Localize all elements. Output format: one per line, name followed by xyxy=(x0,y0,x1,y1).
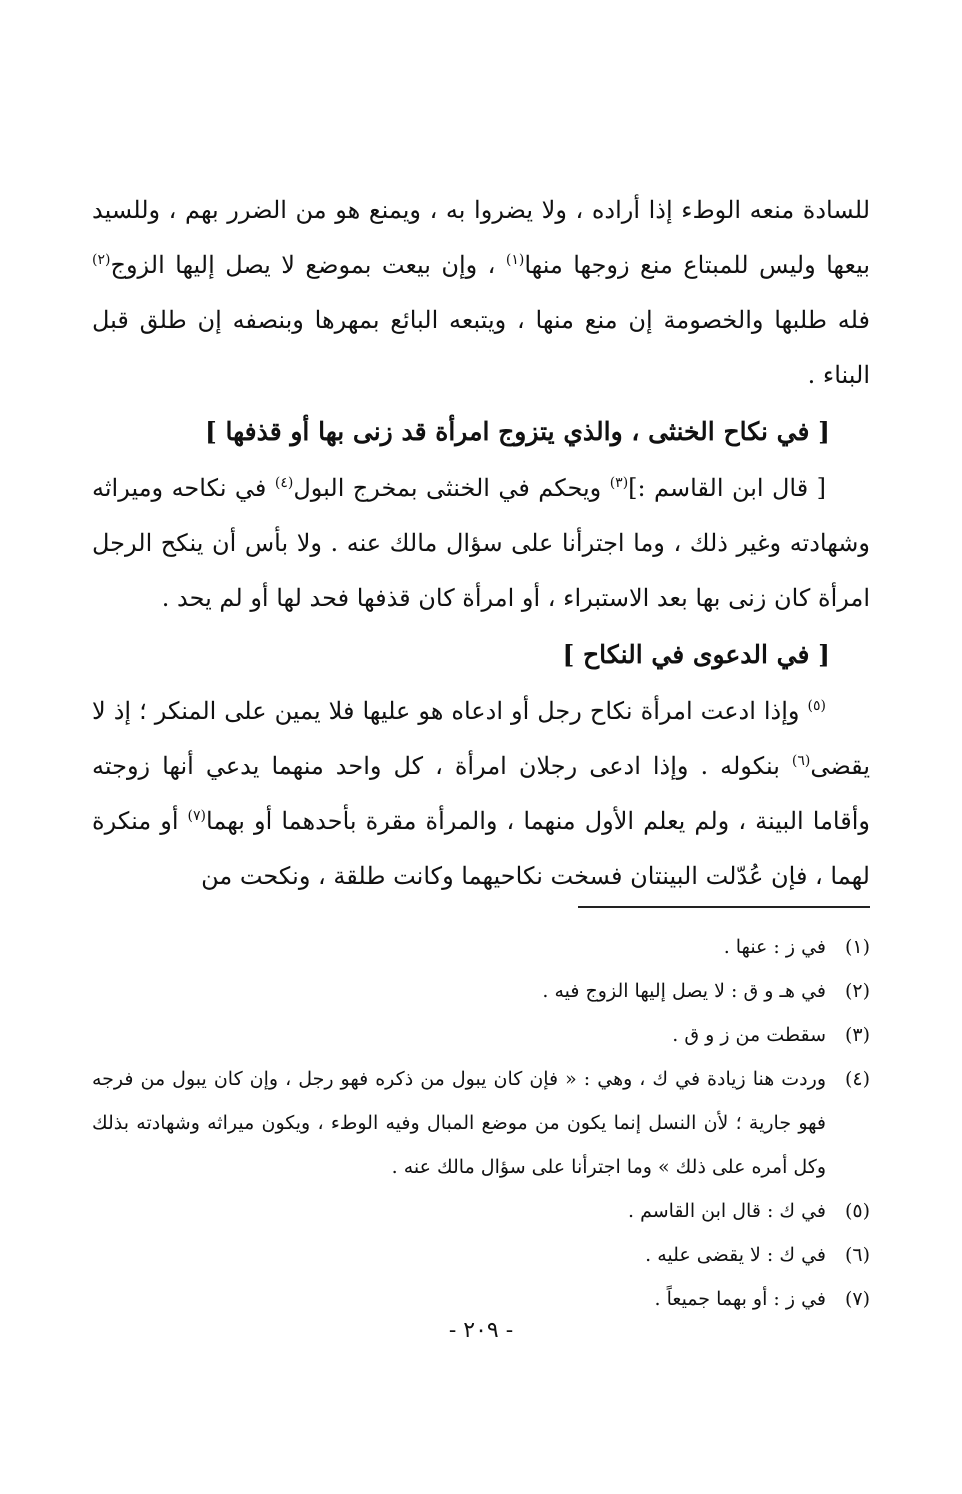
footnote-ref: (٣) xyxy=(609,475,629,491)
footnote-ref: (٦) xyxy=(791,753,811,769)
footnote-item xyxy=(92,1189,870,1233)
footnote-ref: (٤) xyxy=(274,475,294,491)
footnote-number: (٤) xyxy=(844,1068,870,1090)
section-heading: [ في الدعوى في النكاح ] xyxy=(562,640,830,669)
paragraph-text: فله طلبها والخصومة إن منع منها ، ويتبعه البائع بمهرها وبنصفه إن طلق قبل البناء . xyxy=(92,306,870,389)
footnote-number: (٧) xyxy=(844,1288,870,1310)
paragraph-text: [ قال ابن القاسم :] xyxy=(628,474,827,502)
footnote-text: في هـ و ق : لا يصل إليها الزوج فيه . xyxy=(542,980,826,1002)
footnote-item xyxy=(92,1013,870,1057)
footnote-separator xyxy=(578,906,870,908)
page-number: - ٢٠٩ - xyxy=(448,1318,514,1343)
footnotes xyxy=(92,925,870,1321)
footnote-item xyxy=(92,969,870,1013)
main-text xyxy=(92,183,870,904)
paragraph-text: للسادة منعه الوطء إذا أراده ، ولا يضروا به ، ويمنع هو من الضرر بهم ، وللسيد بيعها وليس للمبتاع منع زوجها منها xyxy=(92,196,870,279)
footnote-text: في ز : عنها . xyxy=(723,936,826,958)
section-heading: [ في نكاح الخنثى ، والذي يتزوج امرأة قد زنى بها أو قذفها ] xyxy=(204,417,830,446)
footnote-number: (٣) xyxy=(844,1024,870,1046)
footnote-text: وردت هنا زيادة في ك ، وهي : « فإن كان يبول من ذكره فهو رجل ، وإن كان يبول من فرجه فهو جارية ؛ لأن النسل إنما يكون من موضع المبال وفيه الوطء ، ويكون ميراثه وشهادته بذلك وكل أمره على ذلك » وما اجترأنا على سؤال مالك عنه . xyxy=(92,1068,826,1178)
footnote-text: في ز : أو بهما جميعاً . xyxy=(654,1288,826,1310)
paragraph-3 xyxy=(92,684,870,904)
footnote-number: (١) xyxy=(844,936,870,958)
paragraph-text: في نكاحه وميراثه وشهادته وغير ذلك ، وما اجترأنا على سؤال مالك عنه . ولا بأس أن ينكح الرجل امرأة كان زنى بها بعد الاستبراء ، أو امرأة كان قذفها فحد لها أو لم يحد . xyxy=(92,474,870,612)
paragraph-text: ويحكم في الخنثى بمخرج البول xyxy=(293,474,602,502)
footnote-item xyxy=(92,1233,870,1277)
paragraph-text: وإذا ادعت امرأة نكاح رجل أو ادعاه هو عليها فلا يمين على المنكر ؛ إذ لا يقضى xyxy=(92,697,870,780)
paragraph-text: بنكوله . وإذا ادعى رجلان امرأة ، كل واحد منهما يدعي أنها زوجته وأقاما البينة ، ولم يعلم الأول منهما ، والمرأة مقرة بأحدهما أو بهما xyxy=(92,752,870,835)
footnote-item xyxy=(92,925,870,969)
footnote-number: (٦) xyxy=(844,1244,870,1266)
footnote-item xyxy=(92,1057,870,1189)
footnote-ref: (١) xyxy=(505,252,525,268)
footnote-item xyxy=(92,1277,870,1321)
footnote-text: في ك : قال ابن القاسم . xyxy=(628,1200,826,1222)
footnote-number: (٥) xyxy=(844,1200,870,1222)
paragraph-2 xyxy=(92,461,870,626)
footnote-text: سقطت من ز و ق . xyxy=(672,1024,826,1046)
footnote-ref: (٧) xyxy=(187,808,207,824)
paragraph-1 xyxy=(92,183,870,403)
paragraph-text: أو منكرة لهما ، فإن عُدّلت البينتان فسخت نكاحيهما وكانت طلقة ، ونكحت من xyxy=(92,807,870,890)
footnote-ref: (٢) xyxy=(92,252,111,268)
footnote-ref: (٥) xyxy=(807,698,826,714)
footnote-text: في ك : لا يقضى عليه . xyxy=(645,1244,826,1266)
footnote-number: (٢) xyxy=(844,980,870,1002)
paragraph-text: ، وإن بيعت بموضع لا يصل إليها الزوج xyxy=(110,251,496,279)
